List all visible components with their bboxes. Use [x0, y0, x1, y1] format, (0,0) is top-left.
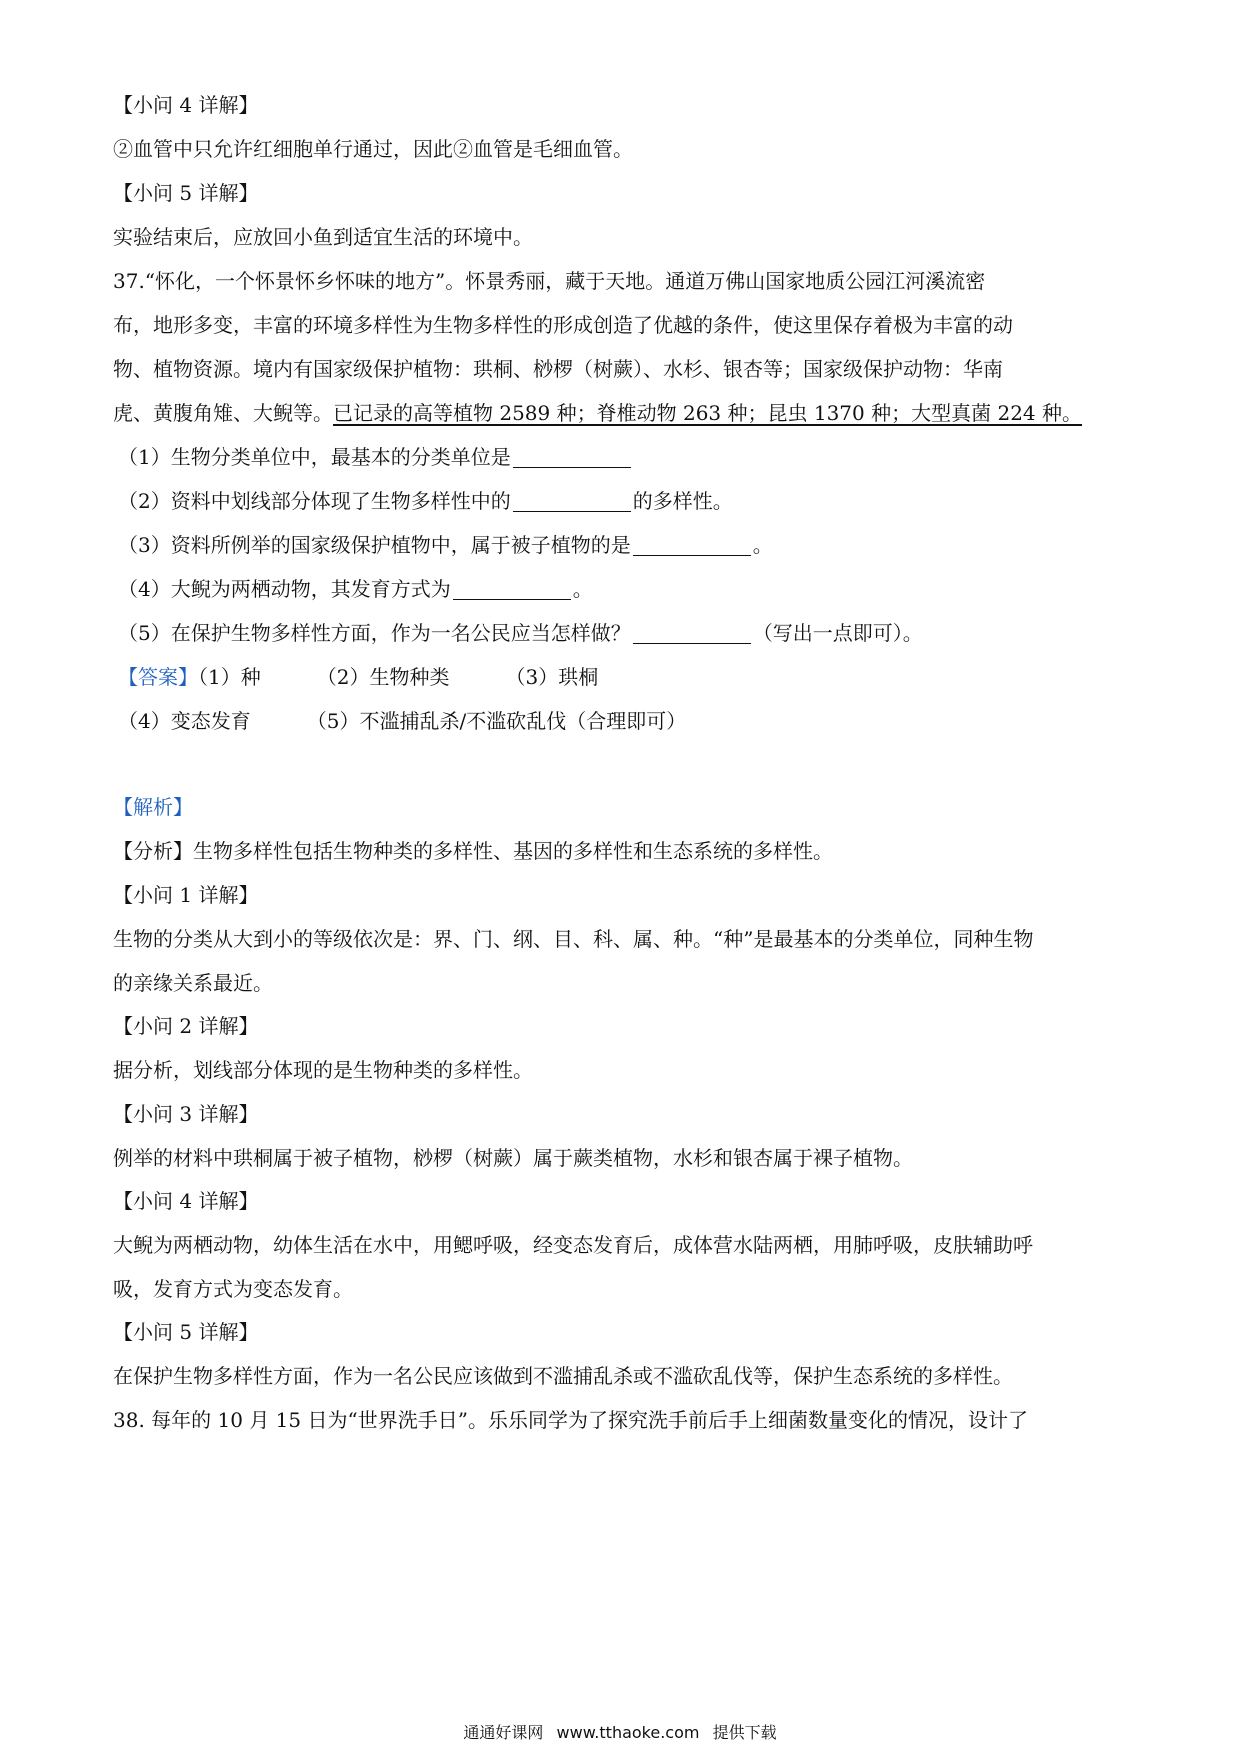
text-line: 大鲵为两栖动物，幼体生活在水中，用鳃呼吸，经变态发育后，成体营水陆两栖，用肺呼吸，皮肤辅助呼	[113, 1233, 1033, 1257]
subquestion-5: （5）在保护生物多样性方面，作为一名公民应当怎样做？ （写出一点即可）。	[118, 621, 923, 645]
footer-url[interactable]: www.tthaoke.com	[556, 1723, 700, 1742]
subquestion-1: （1）生物分类单位中，最基本的分类单位是	[118, 442, 633, 472]
answer-2: （2）生物种类	[316, 665, 450, 689]
analysis-label: 【解析】	[113, 795, 193, 819]
answer-3: （3）珙桐	[505, 665, 599, 689]
subquestion-3: （3）资料所例举的国家级保护植物中，属于被子植物的是 。	[118, 533, 773, 557]
text-line: 例举的材料中珙桐属于被子植物，桫椤（树蕨）属于蕨类植物，水杉和银杏属于裸子植物。	[113, 1146, 913, 1170]
text-line: ②血管中只允许红细胞单行通过，因此②血管是毛细血管。	[113, 137, 633, 161]
answer-label: 【答案】	[118, 665, 198, 689]
subquestion-2: （2）资料中划线部分体现了生物多样性中的 的多样性。	[118, 489, 733, 513]
subquestion-4: （4）大鲵为两栖动物，其发育方式为 。	[118, 577, 593, 601]
question-37-line: 物、植物资源。境内有国家级保护植物：珙桐、桫椤（树蕨）、水杉、银杏等；国家级保护动物：华南	[113, 357, 1003, 381]
underlined-data: 已记录的高等植物 2589 种；脊椎动物 263 种；昆虫 1370 种；大型真菌 224 种。	[333, 401, 1083, 425]
heading-q5-detail: 【小问 5 详解】	[113, 1320, 259, 1344]
heading-q4-detail: 【小问 4 详解】	[113, 93, 259, 117]
answer-line	[118, 662, 598, 692]
heading-q4-detail: 【小问 4 详解】	[113, 1189, 259, 1213]
text-line: 生物的分类从大到小的等级依次是：界、门、纲、目、科、属、种。“种”是最基本的分类单位，同种生物	[113, 927, 1034, 951]
page-footer	[0, 1722, 1240, 1744]
footer-note: 提供下载	[712, 1723, 777, 1742]
question-37-line: 37.“怀化，一个怀景怀乡怀味的地方”。怀景秀丽，藏于天地。通道万佛山国家地质公园江河溪流密	[113, 269, 986, 293]
answer-blank	[453, 579, 571, 600]
analysis-summary: 【分析】生物多样性包括生物种类的多样性、基因的多样性和生态系统的多样性。	[113, 839, 833, 863]
heading-q5-detail: 【小问 5 详解】	[113, 181, 259, 205]
text-line: 的亲缘关系最近。	[113, 971, 273, 995]
footer-site-name: 通通好课网	[463, 1723, 544, 1742]
answer-blank	[633, 623, 751, 644]
answer-blank	[633, 535, 751, 556]
text-line: 实验结束后，应放回小鱼到适宜生活的环境中。	[113, 225, 533, 249]
answer-blank	[513, 447, 631, 468]
heading-q2-detail: 【小问 2 详解】	[113, 1014, 259, 1038]
answer-5: （5）不滥捕乱杀/不滥砍乱伐（合理即可）	[306, 709, 687, 733]
question-37-text: 虎、黄腹角雉、大鲵等。	[113, 401, 333, 425]
answer-4: （4）变态发育	[118, 709, 251, 733]
answer-line	[118, 706, 686, 736]
answer-1: （1）种	[198, 665, 261, 689]
text-line: 在保护生物多样性方面，作为一名公民应该做到不滥捕乱杀或不滥砍乱伐等，保护生态系统的多样性。	[113, 1364, 1013, 1388]
question-38-line: 38. 每年的 10 月 15 日为“世界洗手日”。乐乐同学为了探究洗手前后手上细菌数量变化的情况，设计了	[113, 1408, 1028, 1432]
text-line: 据分析，划线部分体现的是生物种类的多样性。	[113, 1058, 533, 1082]
heading-q3-detail: 【小问 3 详解】	[113, 1102, 259, 1126]
answer-blank	[513, 491, 631, 512]
heading-q1-detail: 【小问 1 详解】	[113, 883, 259, 907]
question-37-line	[113, 398, 1082, 428]
question-37-line: 布，地形多变，丰富的环境多样性为生物多样性的形成创造了优越的条件，使这里保存着极为丰富的动	[113, 313, 1013, 337]
text-line: 吸，发育方式为变态发育。	[113, 1277, 353, 1301]
